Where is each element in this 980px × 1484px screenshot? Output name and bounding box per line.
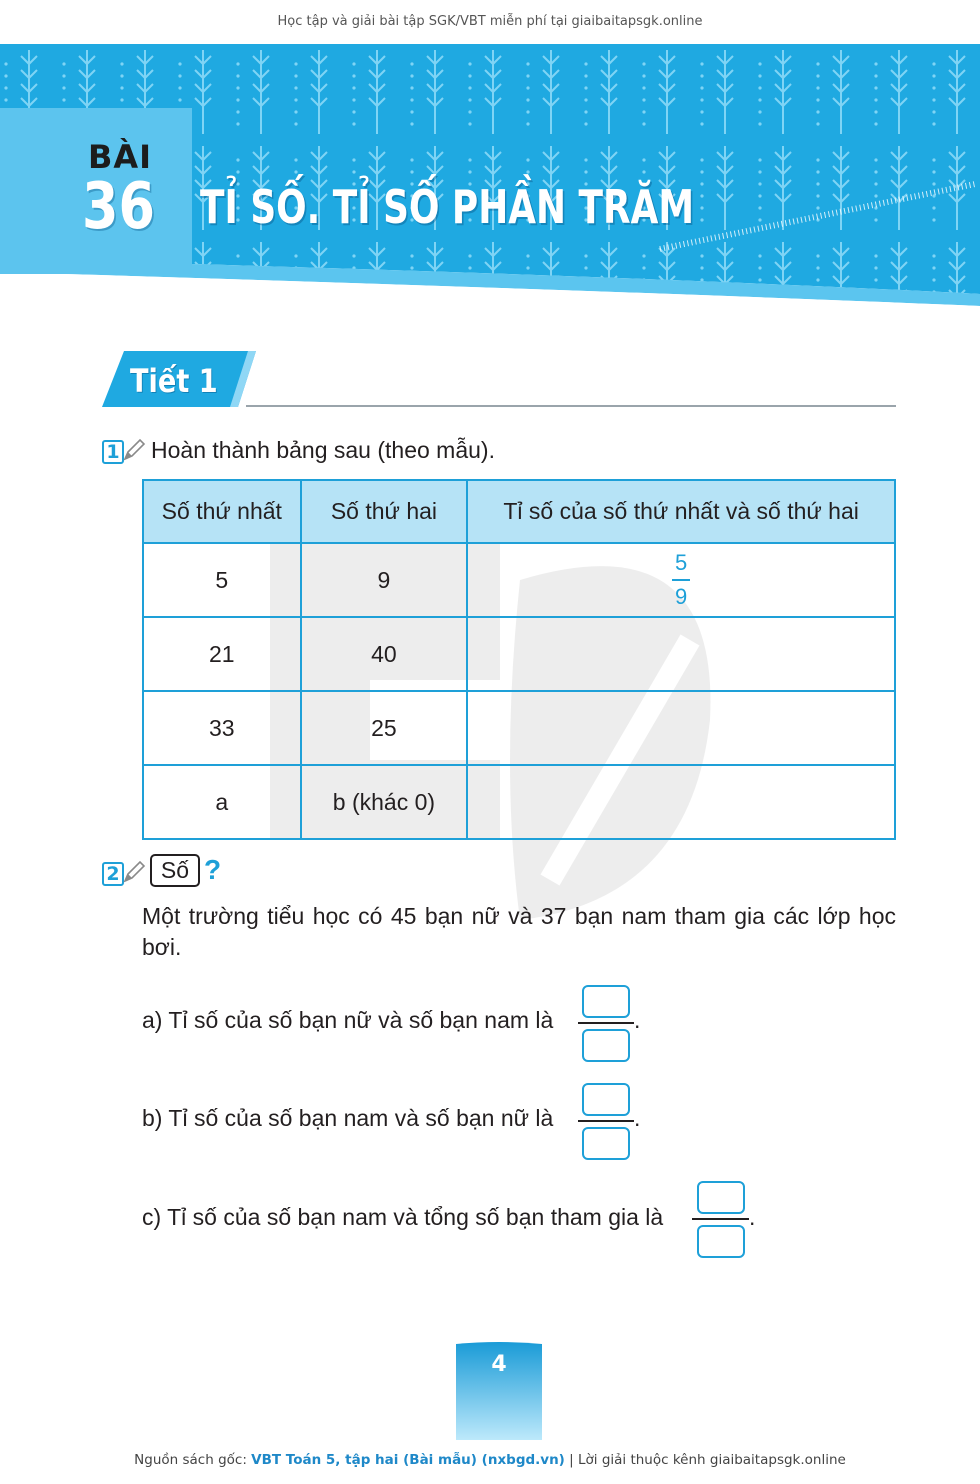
cell-first: 5 <box>143 543 301 617</box>
table-row <box>143 691 895 765</box>
pencil-icon <box>122 438 146 462</box>
table-row <box>143 765 895 839</box>
fraction-numerator: 5 <box>675 549 688 575</box>
fraction-denominator: 9 <box>675 583 688 609</box>
footer-prefix: Nguồn sách gốc: <box>134 1452 252 1468</box>
header-note: Học tập và giải bài tập SGK/VBT miễn phí tại giaibaitapsgk.online <box>277 14 703 29</box>
table-header-row <box>143 480 895 543</box>
exercise-2-badge: 2 <box>102 862 124 886</box>
cell-second: 9 <box>301 543 468 617</box>
ratio-table <box>142 479 896 840</box>
page-number: 4 <box>491 1352 507 1377</box>
fraction-bar <box>672 579 690 581</box>
exercise-2-tag: Số <box>150 854 200 887</box>
footer-source-link[interactable]: VBT Toán 5, tập hai (Bài mẫu) (nxbgd.vn) <box>251 1452 565 1468</box>
cell-second: 40 <box>301 617 468 691</box>
answer-a-fraction-bar <box>578 1022 634 1024</box>
answer-a-denominator-box[interactable] <box>582 1029 630 1062</box>
answer-b-period: . <box>634 1105 641 1131</box>
header-second-number: Số thứ hai <box>301 480 468 543</box>
cell-first: a <box>143 765 301 839</box>
cell-ratio-example <box>467 543 895 617</box>
exercise-1-badge: 1 <box>102 440 124 464</box>
answer-c-denominator-box[interactable] <box>697 1225 745 1258</box>
answer-b-fraction-bar <box>578 1120 634 1122</box>
question-a: a) Tỉ số của số bạn nữ và số bạn nam là <box>142 1007 554 1033</box>
answer-b-numerator-box[interactable] <box>582 1083 630 1116</box>
answer-a-numerator-box[interactable] <box>582 985 630 1018</box>
section-divider <box>246 405 896 407</box>
cell-ratio-answer[interactable] <box>467 765 895 839</box>
answer-c-fraction-bar <box>692 1218 749 1220</box>
exercise-2-paragraph: Một trường tiểu học có 45 bạn nữ và 37 bạn nam tham gia các lớp học bơi. <box>142 903 896 960</box>
footer-suffix: | Lời giải thuộc kênh giaibaitapsgk.online <box>564 1452 846 1468</box>
footer <box>0 1452 980 1468</box>
answer-c-period: . <box>749 1204 756 1230</box>
cell-ratio-answer[interactable] <box>467 617 895 691</box>
answer-b-denominator-box[interactable] <box>582 1127 630 1160</box>
question-mark: ? <box>204 854 222 885</box>
cell-ratio-answer[interactable] <box>467 691 895 765</box>
lesson-number: 36 <box>82 170 156 244</box>
question-c: c) Tỉ số của số bạn nam và tổng số bạn tham gia là <box>142 1204 664 1230</box>
lesson-title: TỈ SỐ. TỈ SỐ PHẦN TRĂM <box>200 180 695 234</box>
cell-first: 21 <box>143 617 301 691</box>
exercise-1-prompt: Hoàn thành bảng sau (theo mẫu). <box>151 437 495 463</box>
table-row <box>143 617 895 691</box>
section-label: Tiết 1 <box>130 362 218 400</box>
pencil-icon <box>122 860 146 884</box>
cell-second: b (khác 0) <box>301 765 468 839</box>
header-first-number: Số thứ nhất <box>143 480 301 543</box>
cell-first: 33 <box>143 691 301 765</box>
answer-c-numerator-box[interactable] <box>697 1181 745 1214</box>
answer-a-period: . <box>634 1007 641 1033</box>
lesson-word: BÀI <box>88 138 153 176</box>
question-b: b) Tỉ số của số bạn nam và số bạn nữ là <box>142 1105 554 1131</box>
table-row <box>143 543 895 617</box>
header-ratio: Tỉ số của số thứ nhất và số thứ hai <box>467 480 895 543</box>
cell-second: 25 <box>301 691 468 765</box>
example-fraction <box>672 551 690 609</box>
